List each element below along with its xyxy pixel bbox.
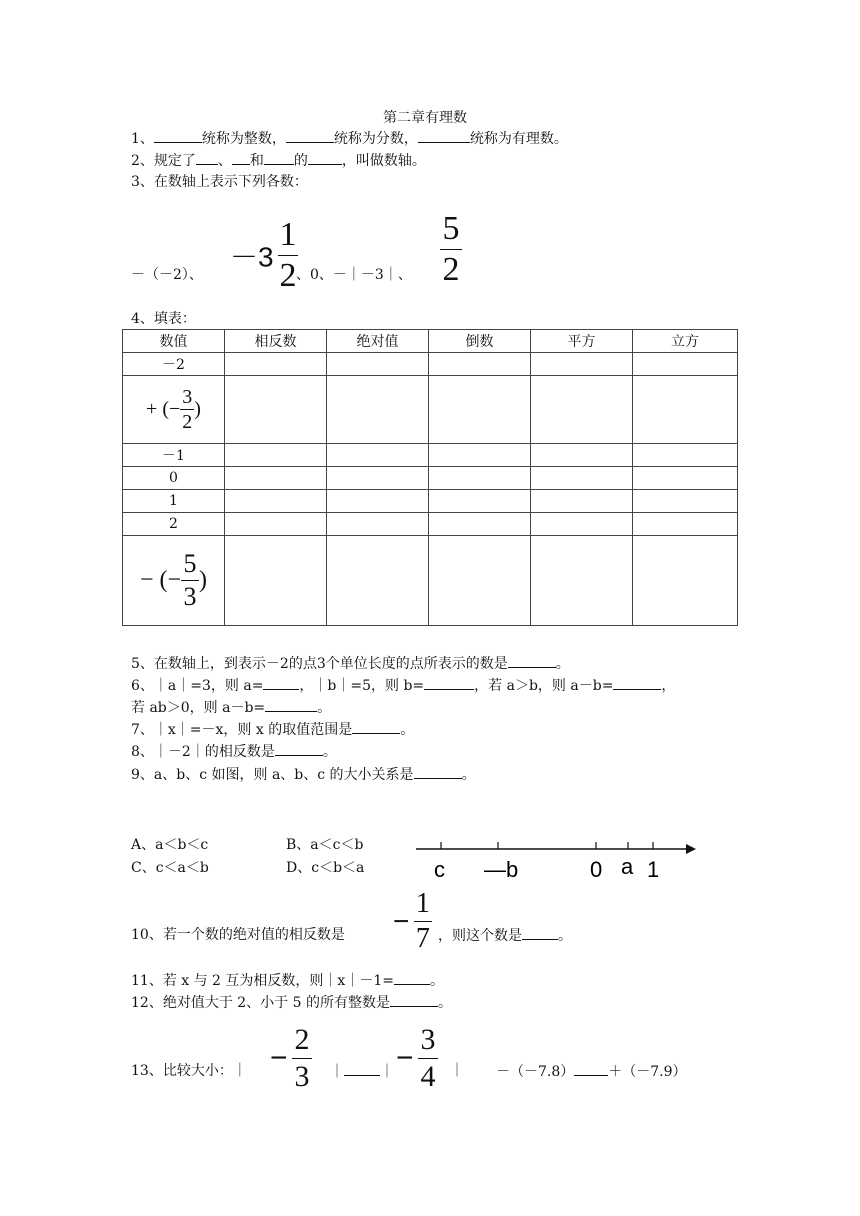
question-3: 3、在数轴上表示下列各数： (131, 174, 308, 190)
q9-blank[interactable] (414, 764, 462, 779)
q3-mixed-whole: －3 (230, 241, 274, 273)
q6-blank-2[interactable] (424, 675, 474, 690)
table-header-row (123, 330, 738, 353)
q2-text-5: ，叫做数轴。 (341, 153, 426, 169)
question-10 (131, 925, 345, 945)
q11-blank[interactable] (394, 970, 430, 985)
table-cell-input[interactable] (327, 513, 429, 536)
q6-blank-3[interactable] (613, 675, 661, 690)
q10-denominator: 7 (415, 923, 430, 954)
q5-text-1: 5、在数轴上，到表示－2的点3个单位长度的点所表示的数是 (131, 656, 508, 672)
q1-blank-3[interactable] (418, 128, 470, 143)
q5-blank[interactable] (508, 653, 556, 668)
q3-item-a: －（－2）、 (131, 267, 203, 283)
table-cell-input[interactable] (429, 467, 531, 490)
q3-mixed-fraction (230, 218, 298, 293)
table-cell-input[interactable] (327, 444, 429, 467)
row2-prefix: + (− (146, 398, 181, 420)
table-cell-input[interactable] (429, 513, 531, 536)
table-cell-input[interactable] (225, 376, 327, 444)
fill-table (122, 329, 738, 626)
row7-fraction (181, 551, 199, 610)
question-7 (131, 719, 414, 740)
q12-blank[interactable] (390, 992, 438, 1007)
q13-lead: 13、比较大小：｜ (131, 1063, 247, 1079)
q6-text-1: 6、｜a｜=3，则 a= (131, 678, 264, 694)
q13-sign-2: − (396, 1041, 414, 1075)
table-cell-input[interactable] (225, 353, 327, 376)
q2-text-3: 和 (249, 153, 264, 169)
table-row (123, 353, 738, 376)
q13-bar-1: ｜ (330, 1064, 344, 1080)
table-header: 数值 (123, 330, 225, 353)
q2-text-4: 的 (293, 153, 308, 169)
table-cell-input[interactable] (429, 353, 531, 376)
q13-middle (330, 1061, 394, 1082)
choice-d[interactable]: D、c＜b＜a (286, 860, 365, 876)
table-row (123, 376, 738, 444)
q2-blank-3[interactable] (264, 150, 294, 165)
row2-suffix: ) (194, 398, 201, 420)
question-4: 4、填表： (131, 311, 196, 327)
q3-b-denominator: 2 (279, 257, 297, 294)
table-cell-input[interactable] (633, 467, 738, 490)
table-cell-value: 1 (123, 490, 225, 513)
q1-blank-1[interactable] (154, 128, 202, 143)
q13-frac-2 (418, 1025, 438, 1092)
q3-d-numerator: 5 (442, 210, 460, 247)
arrow-head-icon (686, 844, 696, 854)
table-cell-input[interactable] (429, 490, 531, 513)
table-cell-value (123, 536, 225, 626)
table-cell-value: 2 (123, 513, 225, 536)
choice-a[interactable]: A、a＜b＜c (131, 837, 209, 853)
label-c: c (434, 857, 445, 882)
q10-blank[interactable] (522, 925, 558, 940)
q13-denominator-1: 3 (294, 1060, 310, 1093)
q13-blank-1[interactable] (344, 1061, 380, 1076)
q3-item-c: 、0、－｜－3｜、 (296, 267, 412, 283)
q10-numerator: 1 (415, 888, 430, 919)
table-cell-input[interactable] (531, 536, 633, 626)
q1-text-3: 统称为有理数。 (469, 131, 568, 147)
table-header: 立方 (633, 330, 738, 353)
table-cell-value: 0 (123, 467, 225, 490)
row7-denominator: 3 (183, 582, 197, 611)
question-8 (131, 741, 337, 762)
table-cell-input[interactable] (633, 353, 738, 376)
table-cell-input[interactable] (531, 376, 633, 444)
table-cell-input[interactable] (225, 490, 327, 513)
table-header: 倒数 (429, 330, 531, 353)
q10-frac (414, 890, 432, 953)
q12-text-2: 。 (437, 995, 452, 1011)
table-cell-input[interactable] (225, 467, 327, 490)
table-cell-input[interactable] (225, 444, 327, 467)
q6-text-4: ， (661, 678, 676, 694)
question-1 (131, 128, 568, 149)
q13-compare-2 (496, 1061, 687, 1082)
q2-blank-2[interactable] (232, 150, 250, 165)
q10-text-1: 10、若一个数的绝对值的相反数是 (131, 927, 345, 943)
q8-blank[interactable] (275, 741, 323, 756)
table-cell-input[interactable] (327, 353, 429, 376)
question-6-line-2 (131, 697, 331, 718)
row2-numerator: 3 (182, 386, 193, 408)
q2-blank-1[interactable] (196, 150, 218, 165)
table-header: 平方 (531, 330, 633, 353)
q13-left-expr: －（－7.8） (496, 1064, 575, 1080)
q12-text-1: 12、绝对值大于 2、小于 5 的所有整数是 (131, 995, 390, 1011)
q13-blank-2[interactable] (574, 1061, 608, 1076)
q13-right-expr: ＋（－7.9） (608, 1064, 687, 1080)
question-6-line-1 (131, 675, 675, 696)
table-cell-input[interactable] (429, 536, 531, 626)
table-row (123, 444, 738, 467)
q6-blank-4[interactable] (265, 697, 317, 712)
row7-numerator: 5 (183, 549, 197, 578)
table-cell-input[interactable] (327, 490, 429, 513)
table-cell-value: －2 (123, 353, 225, 376)
table-row (123, 467, 738, 490)
table-cell-input[interactable] (531, 353, 633, 376)
q6-text-3: ，若 a＞b，则 a－b= (474, 678, 614, 694)
q13-fraction-2 (396, 1025, 438, 1092)
q13-bar-2: ｜ (380, 1064, 394, 1080)
page-title: 第二章有理数 (383, 110, 467, 126)
table-row (123, 513, 738, 536)
q7-text-1: 7、｜x｜=－x，则 x 的取值范围是 (131, 722, 353, 738)
q13-numerator-1: 2 (294, 1023, 310, 1056)
q3-fraction-d (440, 212, 462, 287)
table-cell-value (123, 376, 225, 444)
question-5 (131, 653, 570, 674)
table-cell-input[interactable] (633, 444, 738, 467)
q2-text-2: 、 (217, 153, 232, 169)
row2-denominator: 2 (182, 411, 193, 433)
label-zero: 0 (590, 857, 603, 882)
table-cell-input[interactable] (531, 444, 633, 467)
q9-text-1: 9、a、b、c 如图，则 a、b、c 的大小关系是 (131, 767, 414, 783)
q13-numerator-2: 3 (420, 1023, 436, 1056)
q10-text-3: 。 (558, 928, 572, 944)
q2-text-1: 2、规定了 (131, 153, 196, 169)
label-one: 1 (647, 857, 660, 882)
table-row (123, 536, 738, 626)
q6-text-5: 若 ab＞0，则 a－b= (131, 700, 266, 716)
q3-b-numerator: 1 (279, 216, 297, 253)
question-9 (131, 764, 476, 785)
q1-number: 1、 (131, 131, 154, 147)
q11-text-2: 。 (429, 973, 444, 989)
q8-text-2: 。 (322, 744, 337, 760)
table-cell-input[interactable] (633, 490, 738, 513)
table-cell-input[interactable] (633, 536, 738, 626)
q1-text-1: 统称为整数， (201, 131, 286, 147)
q1-text-2: 统称为分数， (333, 131, 418, 147)
q3-d-denominator: 2 (442, 251, 460, 288)
q6-text-6: 。 (317, 700, 332, 716)
table-cell-input[interactable] (633, 376, 738, 444)
q2-blank-4[interactable] (308, 150, 342, 165)
q13-bar-3: ｜ (450, 1063, 464, 1079)
label-neg-b: —b (484, 857, 519, 882)
table-cell-input[interactable] (531, 467, 633, 490)
q8-text-1: 8、｜－2｜的相反数是 (131, 744, 275, 760)
q5-text-2: 。 (555, 656, 570, 672)
q7-blank[interactable] (352, 719, 400, 734)
q10-text-2: ，则这个数是 (438, 928, 522, 944)
q10-fraction (393, 890, 432, 953)
number-line-figure (410, 835, 700, 885)
table-row (123, 490, 738, 513)
table-header: 绝对值 (327, 330, 429, 353)
q13-sign-1: − (270, 1041, 288, 1075)
question-2 (131, 150, 426, 171)
table-cell-input[interactable] (225, 536, 327, 626)
q13-denominator-2: 4 (420, 1060, 436, 1093)
table-cell-input[interactable] (429, 376, 531, 444)
q10-sign: − (393, 905, 410, 937)
choice-b[interactable]: B、a＜c＜b (286, 837, 364, 853)
choice-c[interactable]: C、c＜a＜b (131, 860, 209, 876)
row7-suffix: ) (199, 567, 208, 593)
table-cell-input[interactable] (327, 536, 429, 626)
q7-text-2: 。 (400, 722, 415, 738)
table-cell-input[interactable] (429, 444, 531, 467)
table-cell-input[interactable] (327, 467, 429, 490)
row2-fraction (180, 387, 194, 432)
table-cell-input[interactable] (225, 513, 327, 536)
table-cell-input[interactable] (531, 513, 633, 536)
q6-blank-1[interactable] (263, 675, 299, 690)
q13-fraction-1 (270, 1025, 312, 1092)
table-cell-value: －1 (123, 444, 225, 467)
q9-text-2: 。 (461, 767, 476, 783)
table-header: 相反数 (225, 330, 327, 353)
table-cell-input[interactable] (531, 490, 633, 513)
table-cell-input[interactable] (633, 513, 738, 536)
table-cell-input[interactable] (327, 376, 429, 444)
label-a: a (621, 854, 634, 879)
question-12 (131, 992, 452, 1013)
question-10-tail (438, 925, 572, 946)
row7-prefix: − (− (139, 567, 182, 593)
q13-frac-1 (292, 1025, 312, 1092)
question-11 (131, 970, 444, 991)
q11-text-1: 11、若 x 与 2 互为相反数，则｜x｜－1= (131, 973, 394, 989)
q6-text-2: ，｜b｜=5，则 b= (299, 678, 425, 694)
q1-blank-2[interactable] (286, 128, 334, 143)
